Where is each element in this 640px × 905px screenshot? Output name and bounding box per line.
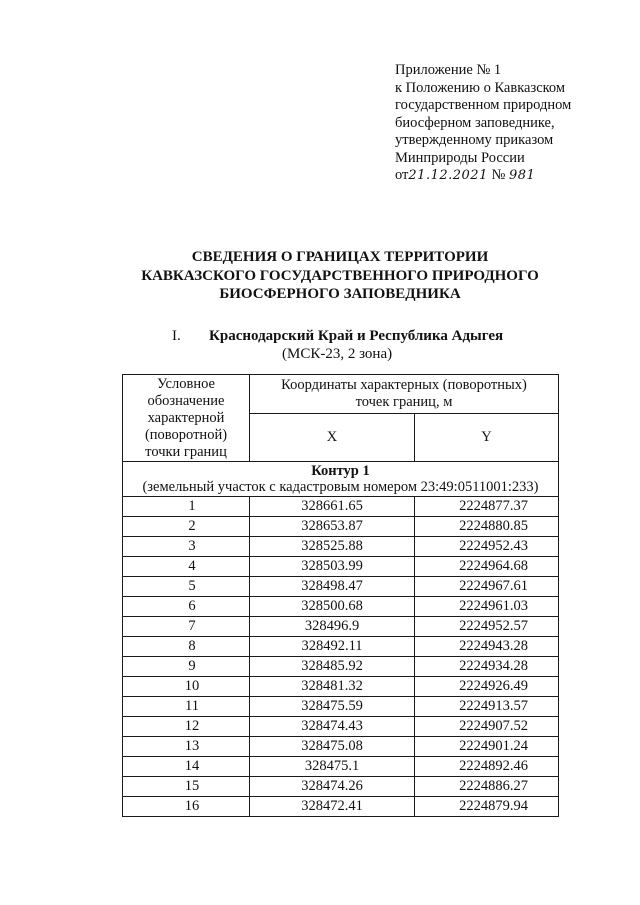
appendix-line: утвержденному приказом [395,132,554,148]
point-number-cell: 4 [123,557,250,577]
table-row [123,657,559,677]
y-coordinate-cell: 2224877.37 [415,497,559,517]
x-coordinate-cell: 328474.26 [250,777,415,797]
handwritten-number: 981 [508,168,536,183]
header-text: (поворотной) [144,426,228,443]
header-y: Y [415,414,559,462]
point-number-cell: 11 [123,697,250,717]
y-coordinate-cell: 2224964.68 [415,557,559,577]
table-row [123,697,559,717]
appendix-line: биосферном заповеднике, [395,114,555,131]
y-coordinate-cell: 2224886.27 [415,777,559,797]
document-title [0,248,640,304]
x-coordinate-cell: 328474.43 [250,717,415,737]
header-coordinates [250,375,559,414]
x-coordinate-cell: 328525.88 [250,537,415,557]
table-row [123,537,559,557]
header-x: X [250,414,415,462]
x-coordinate-cell: 328481.32 [250,677,415,697]
table-row [123,757,559,777]
date-prefix: от [395,167,409,183]
header-point-designation [123,375,250,462]
contour-heading [123,462,559,497]
contour-subtitle: (земельный участок с кадастровым номером 23:49:0511001:233) [142,479,539,495]
x-coordinate-cell: 328653.87 [250,517,415,537]
header-text: точек границ, м [355,394,453,410]
point-number-cell: 14 [123,757,250,777]
y-coordinate-cell: 2224943.28 [415,637,559,657]
title-line: КАВКАЗСКОГО ГОСУДАРСТВЕННОГО ПРИРОДНОГО [141,267,539,284]
title-line: БИОСФЕРНОГО ЗАПОВЕДНИКА [219,286,461,302]
header-text: Координаты характерных (поворотных) [281,377,527,393]
header-text: точки границ [145,443,227,460]
y-coordinate-cell: 2224901.24 [415,737,559,757]
x-coordinate-cell: 328496.9 [250,617,415,637]
y-coordinate-cell: 2224952.57 [415,617,559,637]
point-number-cell: 16 [123,797,250,817]
point-number-cell: 3 [123,537,250,557]
point-number-cell: 15 [123,777,250,797]
x-coordinate-cell: 328475.59 [250,697,415,717]
point-number-cell: 2 [123,517,250,537]
contour-title: Контур 1 [311,463,370,479]
table-row [123,677,559,697]
y-coordinate-cell: 2224926.49 [415,677,559,697]
y-coordinate-cell: 2224967.61 [415,577,559,597]
appendix-line: государственном природном [395,97,572,113]
x-coordinate-cell: 328475.1 [250,757,415,777]
title-line: СВЕДЕНИЯ О ГРАНИЦАХ ТЕРРИТОРИИ [191,249,489,265]
section-name: Краснодарский Край и Республика Адыгея [209,328,504,344]
table-row [123,797,559,817]
table-row [123,737,559,757]
handwritten-date: 21.12.2021 [408,168,488,183]
point-number-cell: 9 [123,657,250,677]
table-row [123,637,559,657]
x-coordinate-cell: 328475.08 [250,737,415,757]
x-coordinate-cell: 328661.65 [250,497,415,517]
x-coordinate-cell: 328498.47 [250,577,415,597]
point-number-cell: 7 [123,617,250,637]
table-row [123,577,559,597]
table-row [123,617,559,637]
coordinate-system: (МСК-23, 2 зона) [282,346,393,362]
y-coordinate-cell: 2224907.52 [415,717,559,737]
table-row [123,777,559,797]
y-coordinate-cell: 2224934.28 [415,657,559,677]
x-coordinate-cell: 328500.68 [250,597,415,617]
y-coordinate-cell: 2224879.94 [415,797,559,817]
point-number-cell: 1 [123,497,250,517]
appendix-line: Минприроды России [395,149,525,166]
section-heading [172,328,503,345]
table-row [123,497,559,517]
point-number-cell: 13 [123,737,250,757]
y-coordinate-cell: 2224952.43 [415,537,559,557]
x-coordinate-cell: 328485.92 [250,657,415,677]
point-number-cell: 6 [123,597,250,617]
point-number-cell: 12 [123,717,250,737]
y-coordinate-cell: 2224892.46 [415,757,559,777]
order-date-line [395,167,571,185]
number-prefix: № [491,167,506,183]
point-number-cell: 5 [123,577,250,597]
point-number-cell: 8 [123,637,250,657]
appendix-line: Приложение № 1 [395,62,502,78]
section-number: I. [172,328,181,344]
header-text: характерной [147,409,225,426]
table-row [123,557,559,577]
x-coordinate-cell: 328472.41 [250,797,415,817]
table-row [123,597,559,617]
table-row [123,717,559,737]
x-coordinate-cell: 328503.99 [250,557,415,577]
coordinates-table [122,374,559,817]
y-coordinate-cell: 2224880.85 [415,517,559,537]
header-text: Условное [157,375,215,392]
x-coordinate-cell: 328492.11 [250,637,415,657]
appendix-block [395,62,571,185]
point-number-cell: 10 [123,677,250,697]
y-coordinate-cell: 2224913.57 [415,697,559,717]
header-text: обозначение [147,392,225,409]
appendix-line: к Положению о Кавказском [395,79,566,96]
table-row [123,517,559,537]
y-coordinate-cell: 2224961.03 [415,597,559,617]
